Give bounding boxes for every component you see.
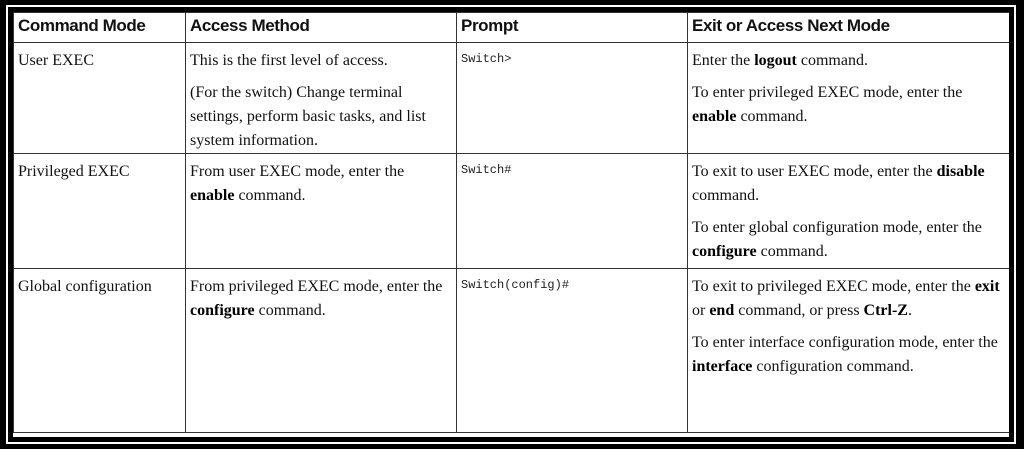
command-keyword: end — [709, 302, 735, 319]
command-keyword: configure — [692, 243, 757, 260]
command-mode-table — [13, 12, 1009, 433]
text-run: To exit to user EXEC mode, enter the — [692, 163, 937, 180]
prompt-text: Switch(config)# — [461, 278, 570, 292]
cell-paragraph — [190, 275, 452, 323]
text-run: From user EXEC mode, enter the — [190, 163, 405, 180]
command-keyword: configure — [190, 302, 255, 319]
cell-paragraph — [692, 160, 1005, 208]
cell-paragraph — [190, 81, 452, 153]
header-prompt: Prompt — [457, 13, 688, 43]
text-run: Enter the — [692, 52, 755, 69]
command-keyword: Ctrl-Z — [863, 302, 908, 319]
prompt-text: Switch> — [461, 52, 512, 66]
text-run: command. — [692, 187, 760, 204]
cell-exit — [688, 269, 1010, 433]
cell-paragraph — [692, 275, 1005, 323]
header-row — [14, 13, 1010, 43]
cell-paragraph — [190, 49, 452, 73]
text-run: To enter global configuration mode, enter the — [692, 219, 982, 236]
command-keyword: enable — [190, 187, 235, 204]
text-run: command. — [756, 243, 828, 260]
command-keyword: logout — [754, 52, 797, 69]
text-run: This is the first level of access. — [190, 52, 388, 69]
text-run: To enter interface configuration mode, enter the — [692, 334, 998, 351]
header-command-mode: Command Mode — [14, 13, 186, 43]
cell-mode: User EXEC — [14, 43, 186, 154]
cell-access — [186, 269, 457, 433]
cell-paragraph — [692, 49, 1005, 73]
cell-exit — [688, 43, 1010, 154]
text-run: To enter privileged EXEC mode, enter the — [692, 84, 963, 101]
cell-exit — [688, 154, 1010, 269]
cell-prompt — [457, 43, 688, 154]
text-run: command. — [796, 52, 868, 69]
header-access-method: Access Method — [186, 13, 457, 43]
command-keyword: disable — [936, 163, 985, 180]
text-run: configuration command. — [752, 358, 914, 375]
text-run: command. — [254, 302, 326, 319]
cell-mode: Global configuration — [14, 269, 186, 433]
table-row — [14, 154, 1010, 269]
text-run: command, or press — [734, 302, 864, 319]
table-row — [14, 43, 1010, 154]
cell-access — [186, 154, 457, 269]
image-frame — [6, 5, 1016, 444]
text-run: command. — [736, 108, 808, 125]
cell-mode: Privileged EXEC — [14, 154, 186, 269]
text-run: or — [692, 302, 710, 319]
table-row — [14, 269, 1010, 433]
text-run: From privileged EXEC mode, enter the — [190, 278, 443, 295]
cell-paragraph — [692, 216, 1005, 264]
cell-paragraph — [692, 81, 1005, 129]
command-keyword: enable — [692, 108, 737, 125]
cell-access — [186, 43, 457, 154]
header-exit-next-mode: Exit or Access Next Mode — [688, 13, 1010, 43]
text-run: (For the switch) Change terminal settings, perform basic tasks, and list system information. — [190, 84, 426, 149]
cell-paragraph — [190, 160, 452, 208]
cell-prompt — [457, 269, 688, 433]
command-keyword: exit — [974, 278, 1000, 295]
command-keyword: interface — [692, 358, 753, 375]
text-run: . — [907, 302, 912, 319]
prompt-text: Switch# — [461, 163, 512, 177]
text-run: To exit to privileged EXEC mode, enter the — [692, 278, 975, 295]
cell-prompt — [457, 154, 688, 269]
cell-paragraph — [692, 331, 1005, 379]
document-sheet — [13, 12, 1009, 437]
text-run: command. — [234, 187, 306, 204]
